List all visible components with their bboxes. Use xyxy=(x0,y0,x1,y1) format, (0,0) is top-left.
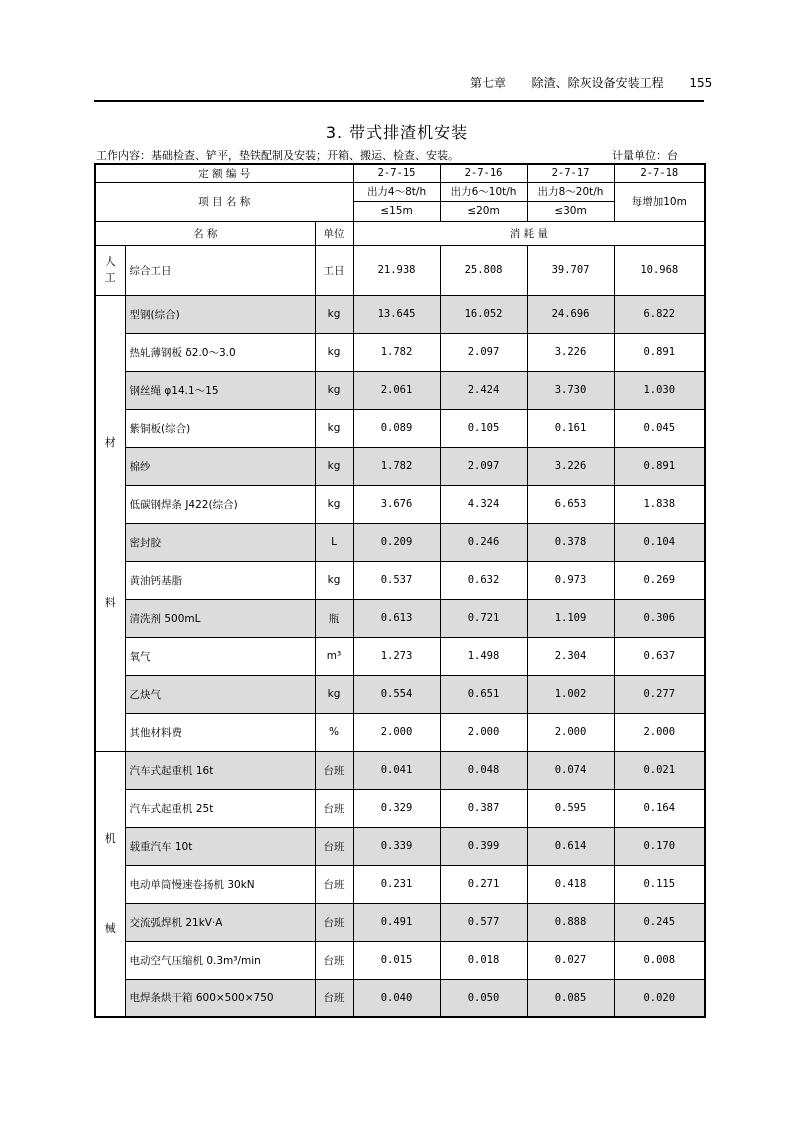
table-row xyxy=(95,827,705,865)
value-cell: 0.891 xyxy=(614,333,705,371)
value-cell: 1.782 xyxy=(353,447,440,485)
table-row xyxy=(95,409,705,447)
length-cell: ≤15m xyxy=(353,201,440,221)
value-cell: 0.651 xyxy=(440,675,527,713)
value-cell: 0.891 xyxy=(614,447,705,485)
category-label xyxy=(95,751,125,1017)
value-cell: 0.231 xyxy=(353,865,440,903)
value-cell: 16.052 xyxy=(440,295,527,333)
row-unit: 台班 xyxy=(315,789,353,827)
value-cell: 2.000 xyxy=(527,713,614,751)
capacity-cell: 出力8～20t/h xyxy=(527,182,614,201)
category-char: 工 xyxy=(104,271,116,284)
value-cell: 13.645 xyxy=(353,295,440,333)
code-cell: 2-7-15 xyxy=(353,164,440,182)
table-row xyxy=(95,333,705,371)
row-name: 紫铜板(综合) xyxy=(125,409,315,447)
value-cell: 0.104 xyxy=(614,523,705,561)
value-cell: 2.000 xyxy=(440,713,527,751)
value-cell: 0.888 xyxy=(527,903,614,941)
table-row xyxy=(95,865,705,903)
row-unit: 台班 xyxy=(315,865,353,903)
value-cell: 0.306 xyxy=(614,599,705,637)
value-cell: 1.109 xyxy=(527,599,614,637)
value-cell: 0.537 xyxy=(353,561,440,599)
category-char: 人 xyxy=(104,255,116,268)
value-cell: 0.577 xyxy=(440,903,527,941)
value-cell: 0.161 xyxy=(527,409,614,447)
row-unit: 台班 xyxy=(315,751,353,789)
code-cell: 2-7-18 xyxy=(614,164,705,182)
value-cell: 0.418 xyxy=(527,865,614,903)
value-cell: 0.595 xyxy=(527,789,614,827)
col-name-header: 名 称 xyxy=(95,221,315,245)
row-name: 热轧薄钢板 δ2.0～3.0 xyxy=(125,333,315,371)
row-unit: kg xyxy=(315,485,353,523)
value-cell: 0.329 xyxy=(353,789,440,827)
table-row xyxy=(95,523,705,561)
value-cell: 0.387 xyxy=(440,789,527,827)
value-cell: 2.061 xyxy=(353,371,440,409)
value-cell: 0.721 xyxy=(440,599,527,637)
row-name: 型钢(综合) xyxy=(125,295,315,333)
quota-table xyxy=(94,163,706,1018)
value-cell: 0.637 xyxy=(614,637,705,675)
table-row xyxy=(95,371,705,409)
value-cell: 6.822 xyxy=(614,295,705,333)
value-cell: 4.324 xyxy=(440,485,527,523)
value-cell: 0.271 xyxy=(440,865,527,903)
item-name-label: 项 目 名 称 xyxy=(95,182,353,221)
row-unit: kg xyxy=(315,333,353,371)
table-row xyxy=(95,485,705,523)
value-cell: 25.808 xyxy=(440,245,527,295)
page-number: 155 xyxy=(689,76,713,90)
row-unit: 瓶 xyxy=(315,599,353,637)
row-unit: kg xyxy=(315,295,353,333)
value-cell: 0.040 xyxy=(353,979,440,1017)
row-name: 电焊条烘干箱 600×500×750 xyxy=(125,979,315,1017)
row-unit: kg xyxy=(315,675,353,713)
value-cell: 0.399 xyxy=(440,827,527,865)
value-cell: 0.085 xyxy=(527,979,614,1017)
value-cell: 2.000 xyxy=(353,713,440,751)
capacity-cell: 出力4～8t/h xyxy=(353,182,440,201)
value-cell: 10.968 xyxy=(614,245,705,295)
value-cell: 1.273 xyxy=(353,637,440,675)
value-cell: 21.938 xyxy=(353,245,440,295)
value-cell: 3.226 xyxy=(527,447,614,485)
header-rule xyxy=(94,100,704,102)
value-cell: 2.304 xyxy=(527,637,614,675)
row-name: 电动单筒慢速卷扬机 30kN xyxy=(125,865,315,903)
value-cell: 1.030 xyxy=(614,371,705,409)
value-cell: 2.097 xyxy=(440,333,527,371)
page-header xyxy=(470,74,712,91)
row-name: 电动空气压缩机 0.3m³/min xyxy=(125,941,315,979)
row-name: 其他材料费 xyxy=(125,713,315,751)
page-title: 3. 带式排渣机安装 xyxy=(325,123,469,142)
value-cell: 0.008 xyxy=(614,941,705,979)
table-row xyxy=(95,713,705,751)
value-cell: 1.498 xyxy=(440,637,527,675)
row-name: 氧气 xyxy=(125,637,315,675)
table-row xyxy=(95,447,705,485)
work-content: 工作内容：基础检查、铲平，垫铁配制及安装；开箱、搬运、检查、安装。 xyxy=(96,149,459,162)
row-unit: kg xyxy=(315,447,353,485)
value-cell: 0.246 xyxy=(440,523,527,561)
row-name: 低碳钢焊条 J422(综合) xyxy=(125,485,315,523)
table-row xyxy=(95,675,705,713)
value-cell: 0.027 xyxy=(527,941,614,979)
value-cell: 0.554 xyxy=(353,675,440,713)
value-cell: 0.269 xyxy=(614,561,705,599)
row-name: 汽车式起重机 16t xyxy=(125,751,315,789)
table-row xyxy=(95,637,705,675)
category-char: 材 xyxy=(104,436,116,449)
value-cell: 0.339 xyxy=(353,827,440,865)
col-unit-header: 单位 xyxy=(315,221,353,245)
length-cell: ≤20m xyxy=(440,201,527,221)
table-row xyxy=(95,245,705,295)
table-row xyxy=(95,903,705,941)
quota-number-label: 定 额 编 号 xyxy=(95,164,353,182)
value-cell: 1.002 xyxy=(527,675,614,713)
table-row xyxy=(95,789,705,827)
value-cell: 0.613 xyxy=(353,599,440,637)
row-unit: 台班 xyxy=(315,827,353,865)
value-cell: 1.782 xyxy=(353,333,440,371)
value-cell: 0.277 xyxy=(614,675,705,713)
category-char: 机 xyxy=(104,831,116,845)
value-cell: 39.707 xyxy=(527,245,614,295)
code-cell: 2-7-16 xyxy=(440,164,527,182)
row-unit: L xyxy=(315,523,353,561)
value-cell: 0.632 xyxy=(440,561,527,599)
value-cell: 2.000 xyxy=(614,713,705,751)
row-name: 棉纱 xyxy=(125,447,315,485)
value-cell: 0.170 xyxy=(614,827,705,865)
value-cell: 0.115 xyxy=(614,865,705,903)
row-unit: kg xyxy=(315,371,353,409)
row-name: 载重汽车 10t xyxy=(125,827,315,865)
value-cell: 0.089 xyxy=(353,409,440,447)
value-cell: 0.041 xyxy=(353,751,440,789)
value-cell: 0.973 xyxy=(527,561,614,599)
value-cell: 0.245 xyxy=(614,903,705,941)
extra-length-label: 每增加10m xyxy=(614,182,705,221)
row-name: 综合工日 xyxy=(125,245,315,295)
value-cell: 2.424 xyxy=(440,371,527,409)
value-cell: 6.653 xyxy=(527,485,614,523)
chapter-label: 第七章 xyxy=(470,76,507,90)
value-cell: 2.097 xyxy=(440,447,527,485)
value-cell: 0.018 xyxy=(440,941,527,979)
row-name: 密封胶 xyxy=(125,523,315,561)
category-label xyxy=(95,295,125,751)
value-cell: 0.378 xyxy=(527,523,614,561)
value-cell: 0.050 xyxy=(440,979,527,1017)
row-name: 钢丝绳 φ14.1～15 xyxy=(125,371,315,409)
row-unit: m³ xyxy=(315,637,353,675)
value-cell: 0.015 xyxy=(353,941,440,979)
row-name: 乙炔气 xyxy=(125,675,315,713)
value-cell: 0.045 xyxy=(614,409,705,447)
row-name: 清洗剂 500mL xyxy=(125,599,315,637)
row-unit: 台班 xyxy=(315,903,353,941)
capacity-cell: 出力6～10t/h xyxy=(440,182,527,201)
table-row xyxy=(95,751,705,789)
table-row xyxy=(95,561,705,599)
value-cell: 3.676 xyxy=(353,485,440,523)
table-row xyxy=(95,941,705,979)
value-cell: 0.614 xyxy=(527,827,614,865)
value-cell: 0.164 xyxy=(614,789,705,827)
measure-unit: 计量单位：台 xyxy=(612,149,678,162)
table-row xyxy=(95,979,705,1017)
row-unit: kg xyxy=(315,561,353,599)
row-unit: 工日 xyxy=(315,245,353,295)
value-cell: 0.491 xyxy=(353,903,440,941)
row-unit: 台班 xyxy=(315,979,353,1017)
value-cell: 1.838 xyxy=(614,485,705,523)
row-unit: kg xyxy=(315,409,353,447)
row-unit: % xyxy=(315,713,353,751)
value-cell: 0.021 xyxy=(614,751,705,789)
length-cell: ≤30m xyxy=(527,201,614,221)
category-char: 械 xyxy=(104,921,116,935)
value-cell: 0.209 xyxy=(353,523,440,561)
value-cell: 0.074 xyxy=(527,751,614,789)
row-unit: 台班 xyxy=(315,941,353,979)
section-label: 除渣、除灰设备安装工程 xyxy=(531,76,664,90)
category-label xyxy=(95,245,125,295)
value-cell: 24.696 xyxy=(527,295,614,333)
table-row xyxy=(95,599,705,637)
value-cell: 3.730 xyxy=(527,371,614,409)
category-char: 料 xyxy=(104,596,116,609)
row-name: 交流弧焊机 21kV·A xyxy=(125,903,315,941)
value-cell: 3.226 xyxy=(527,333,614,371)
code-cell: 2-7-17 xyxy=(527,164,614,182)
value-cell: 0.020 xyxy=(614,979,705,1017)
value-cell: 0.048 xyxy=(440,751,527,789)
row-name: 黄油钙基脂 xyxy=(125,561,315,599)
col-consumption-header: 消 耗 量 xyxy=(353,221,705,245)
table-row xyxy=(95,295,705,333)
value-cell: 0.105 xyxy=(440,409,527,447)
row-name: 汽车式起重机 25t xyxy=(125,789,315,827)
